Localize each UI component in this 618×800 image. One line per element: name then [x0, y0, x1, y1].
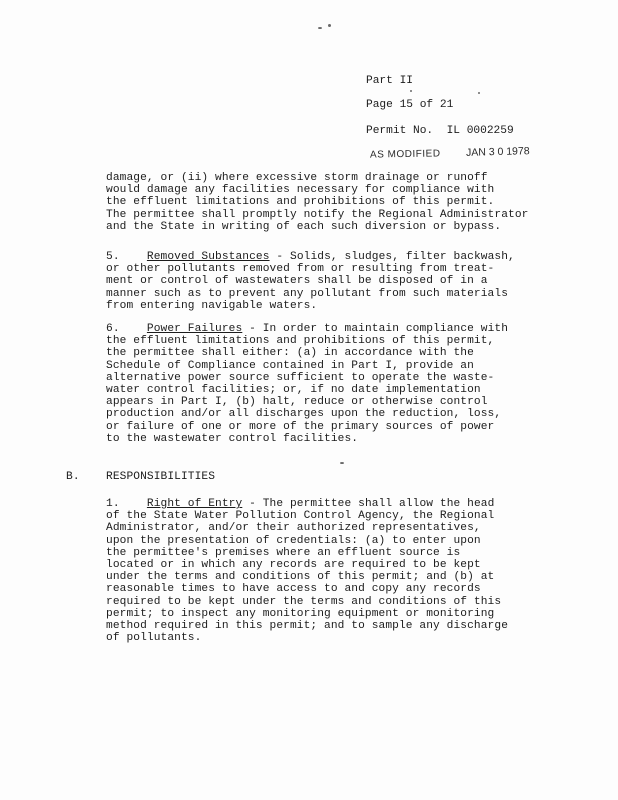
text-line: the effluent limitations and prohibitions of this permit, — [106, 335, 495, 348]
text-line: upon the presentation of credentials: (a) to enter upon — [106, 534, 481, 547]
item-power-failures — [106, 323, 508, 445]
continuation-paragraph — [106, 172, 528, 233]
part-label: Part II — [366, 75, 413, 87]
item-removed-substances — [106, 251, 515, 312]
scan-speck — [328, 24, 331, 27]
text-line: of the State Water Pollution Control Agency, the Regional — [106, 510, 495, 523]
item-first-line — [106, 251, 515, 263]
item-first-line — [106, 498, 508, 510]
text-line: Administrator, and/or their authorized representatives, — [106, 522, 481, 535]
text-line: would damage any facilities necessary for compliance with — [106, 184, 495, 197]
text-line: the effluent limitations and prohibitions of this permit. — [106, 196, 495, 209]
stamp-date: JAN 3 0 1978 — [465, 145, 530, 159]
text-line: under the terms and conditions of this permit; and (b) at — [106, 571, 495, 584]
modified-stamp: AS MODIFIED — [369, 148, 441, 161]
text-line: required to be kept under the terms and conditions of this — [106, 595, 502, 608]
item-number: 6. — [106, 323, 120, 335]
scan-speck — [318, 27, 322, 29]
section-letter: B. — [66, 471, 80, 483]
item-first-line — [106, 323, 508, 335]
text-line: reasonable times to have access to and copy any records — [106, 583, 481, 596]
text-line: method required in this permit; and to sample any discharge — [106, 620, 509, 633]
text-line: production and/or all discharges upon the reduction, loss, — [106, 408, 502, 421]
text-line: water control facilities; or, if no date implementation — [106, 384, 481, 397]
page-number: Page 15 of 21 — [366, 99, 454, 111]
text-line: or other pollutants removed from or resulting from treat- — [106, 263, 495, 276]
item-right-of-entry — [106, 498, 508, 644]
text-line: of pollutants. — [106, 632, 202, 645]
text-line: permit; to inspect any monitoring equipment or monitoring — [106, 607, 495, 620]
permit-number: Permit No. IL 0002259 — [366, 125, 514, 137]
text-line: the permittee's premises where an effluent source is — [106, 546, 461, 559]
item-title: Removed Substances — [146, 251, 270, 263]
item-title: Power Failures — [146, 323, 243, 335]
text-line: from entering navigable waters. — [106, 299, 318, 312]
text-line: the permittee shall either: (a) in accordance with the — [106, 347, 474, 360]
item-first-line-text: - Solids, sludges, filter backwash, — [269, 251, 515, 263]
item-title: Right of Entry — [146, 498, 243, 510]
scan-speck — [340, 462, 344, 464]
text-line: ment or control of wastewaters shall be disposed of in a — [106, 275, 488, 288]
text-line: or failure of one or more of the primary sources of power — [106, 420, 495, 433]
scan-speck — [478, 92, 480, 94]
text-line: to the wastewater control facilities. — [106, 432, 359, 445]
item-first-line-text: - The permittee shall allow the head — [242, 498, 495, 510]
item-number: 5. — [106, 251, 120, 263]
text-line: located or in which any records are required to be kept — [106, 559, 481, 572]
section-title: RESPONSIBILITIES — [106, 471, 216, 483]
text-line: alternative power source sufficient to operate the waste- — [106, 371, 495, 384]
text-line: appears in Part I, (b) halt, reduce or otherwise control — [106, 396, 488, 409]
text-line: The permittee shall promptly notify the Regional Administrator — [106, 208, 529, 221]
scan-speck — [410, 90, 412, 92]
text-line: damage, or (ii) where excessive storm drainage or runoff — [106, 172, 488, 184]
item-number: 1. — [106, 498, 120, 510]
text-line: and the State in writing of each such diversion or bypass. — [106, 220, 502, 233]
text-line: manner such as to prevent any pollutant from such materials — [106, 287, 509, 300]
text-line: Schedule of Compliance contained in Part I, provide an — [106, 359, 474, 372]
item-first-line-text: - In order to maintain compliance with — [242, 323, 509, 335]
